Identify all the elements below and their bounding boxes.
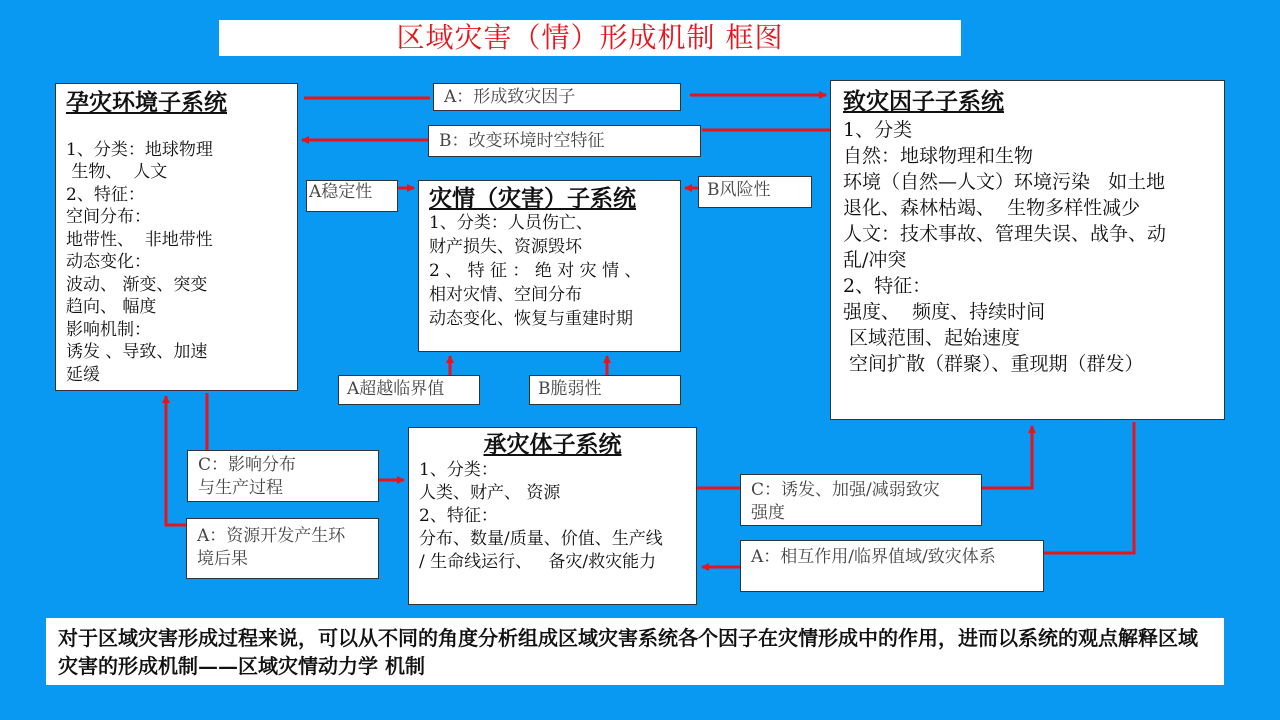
bearer-subsystem-box [408,427,697,605]
env-line: 延缓 [66,364,100,385]
label-b-change-env: B：改变环境时空特征 [428,125,701,157]
label-b-fragility: B脆弱性 [529,375,681,405]
label-a-resource-dev: A：资源开发产生环 境后果 [186,518,379,579]
disaster-subsystem-title: 灾情（灾害）子系统 [429,186,636,212]
hazard-line: 1、分类 [843,119,913,141]
bearer-line: / 生命线运行、 备灾/救灾能力 [419,552,657,572]
bearer-line: 分布、数量/质量、价值、生产线 [419,529,663,549]
hazard-line: 区域范围、起始速度 [843,327,1021,349]
hazard-line: 2、特征： [843,275,932,297]
label-c-influence: C：影响分布 与生产过程 [187,450,379,502]
env-line: 影响机制： [66,319,151,340]
env-subsystem-title: 孕灾环境子系统 [66,90,227,116]
env-line: 1、分类：地球物理 [66,139,213,160]
label-a-interaction: A：相互作用/临界值域/致灾体系 [740,540,1044,592]
env-line: 2、特征： [66,184,145,205]
bearer-line: 2、特征： [419,506,498,526]
disaster-line: 财产损失、资源毁坏 [429,237,582,257]
page-title: 区域灾害（情）形成机制 框图 [219,20,961,56]
arrow-c-trigger-to-hazard [982,426,1032,488]
summary-text: 对于区域灾害形成过程来说，可以从不同的角度分析组成区域灾害系统各个因子在灾情形成中的作用，进而以系统的观点解释区域灾害的形成机制——区域灾情动力学 机制 [46,618,1224,685]
disaster-subsystem-box [418,180,681,352]
hazard-line: 乱/冲突 [843,249,907,271]
disaster-line: 2 、 特 征 ： 绝 对 灾 情 、 [429,261,642,281]
hazard-line: 强度、 频度、持续时间 [843,301,1046,323]
env-line: 波动、 渐变、突变 [66,274,208,295]
env-line: 诱发 、导致、加速 [66,342,208,362]
label-a-exceed-threshold: A超越临界值 [338,375,480,405]
label-c-trigger: C：诱发、加强/减弱致灾 强度 [740,474,982,526]
env-line: 空间分布： [66,207,151,227]
hazard-subsystem-box [830,80,1225,420]
hazard-line: 自然：地球物理和生物 [843,145,1034,167]
disaster-line: 相对灾情、空间分布 [429,285,582,305]
env-line: 生物、 人文 [66,162,168,182]
env-subsystem-box [55,83,298,391]
env-line: 动态变化： [66,252,151,272]
hazard-subsystem-title: 致灾因子子系统 [843,89,1004,115]
label-a-form-hazard-factor: A：形成致灾因子 [433,83,681,111]
bearer-line: 1、分类： [419,460,498,480]
disaster-line: 动态变化、恢复与重建时期 [429,309,633,329]
hazard-line: 人文：技术事故、管理失误、战争、动 [843,223,1167,245]
disaster-line: 1、分类：人员伤亡、 [429,213,593,233]
env-line: 趋向、 幅度 [66,297,157,317]
arrow-hazard-to-interaction [1044,422,1134,553]
bearer-subsystem-title: 承灾体子系统 [483,432,622,458]
hazard-line: 退化、森林枯竭、 生物多样性减少 [843,197,1141,219]
label-b-risk: B风险性 [698,176,812,208]
bearer-line: 人类、财产、 资源 [419,483,561,503]
arrow-a-resource-to-env [166,396,186,525]
hazard-line: 空间扩散（群聚）、重现期（群发） [843,353,1144,375]
label-a-stability: A稳定性 [306,180,398,212]
hazard-line: 环境（自然—人文）环境污染 如土地 [843,171,1166,193]
env-line: 地带性、 非地带性 [66,229,213,250]
